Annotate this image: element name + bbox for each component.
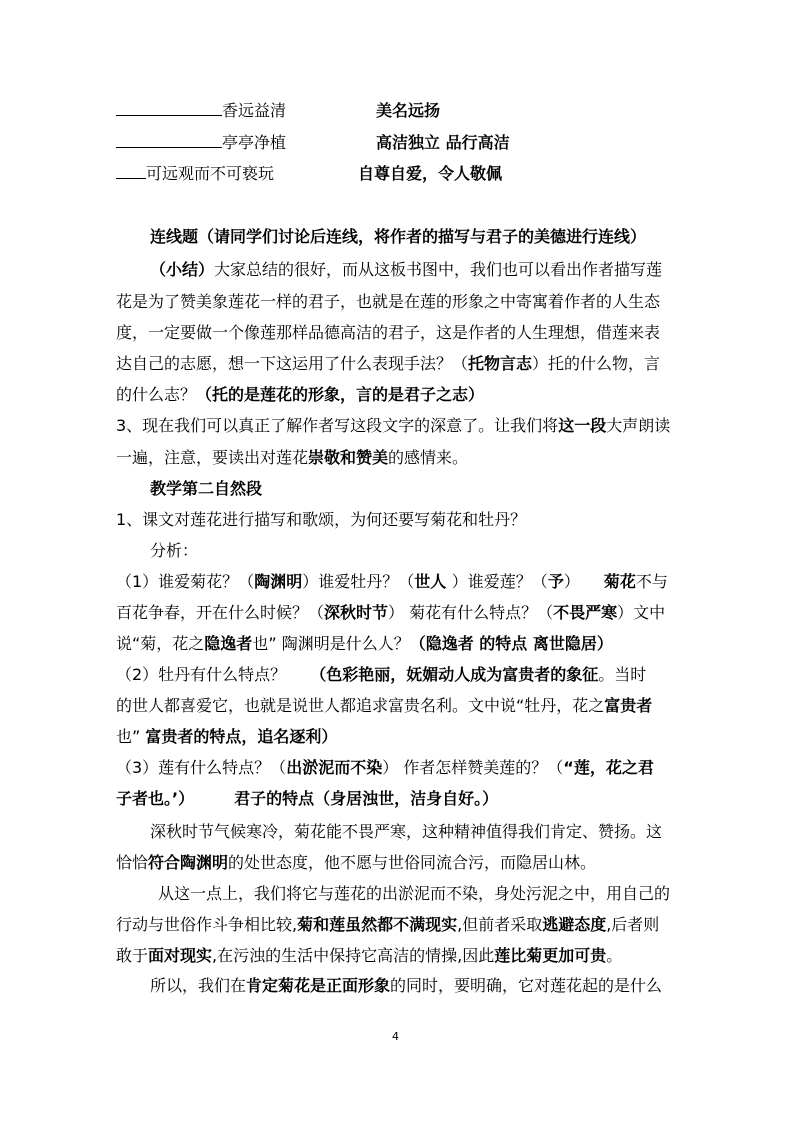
match-row-2-left: 亭亭净植 [116, 133, 286, 153]
fill-blank [116, 133, 222, 148]
match-row-3-right: 自尊自爱，令人敬佩 [358, 164, 503, 183]
item-3-line-2: 一遍，注意，要读出对莲花崇敬和赞美的感情来。 [116, 448, 469, 467]
analysis-line-3: 说“菊，花之隐逸者也” 陶渊明是什么人？（隐逸者 的特点 离世隐居） [116, 634, 613, 653]
analysis-line-5: 的世人都喜爱它，也就是说世人都追求富贵名利。文中说“牡丹，花之富贵者 [116, 696, 653, 715]
summary-line-4: 达自己的志愿，想一下这运用了什么表现手法？（托物言志）托的什么物，言 [116, 354, 661, 373]
paragraph-1-line-2: 恰恰符合陶渊明的处世态度，他不愿与世俗同流合污，而隐居山林。 [116, 853, 597, 872]
summary-line-3: 度，一定要做一个像莲那样品德高洁的君子，这是作者的人生理想，借莲来表 [116, 323, 661, 342]
item-3-line-1: 3、现在我们可以真正了解作者写这段文字的深意了。让我们将这一段大声朗读 [116, 416, 671, 435]
question-1: 1、课文对莲花进行描写和歌颂，为何还要写菊花和牡丹？ [116, 510, 527, 529]
paragraph-2-line-3: 敢于面对现实,在污浊的生活中保持它高洁的情操,因此莲比菊更加可贵。 [116, 946, 623, 965]
analysis-line-7: （3）莲有什么特点？（出淤泥而不染） 作者怎样赞美莲的？（“莲，花之君 [116, 758, 654, 777]
paragraph-2-line-1: 从这一点上，我们将它与莲花的出淤泥而不染，身处污泥之中，用自己的 [158, 884, 671, 903]
summary-line-1: （小结）大家总结的很好，而从这板书图中，我们也可以看出作者描写莲 [150, 260, 663, 279]
paragraph-1-line-1: 深秋时节气候寒冷，菊花能不畏严寒，这种精神值得我们肯定、赞扬。这 [150, 822, 663, 841]
paragraph-3-line-1: 所以，我们在肯定菊花是正面形象的同时，要明确，它对莲花起的是什么 [150, 976, 663, 995]
matching-heading: 连线题（请同学们讨论后连线，将作者的描写与君子的美德进行连线） [150, 227, 647, 246]
section-title: 教学第二自然段 [150, 479, 263, 498]
analysis-line-6: 也” 富贵者的特点，追名逐利） [116, 727, 338, 746]
fill-blank [116, 164, 146, 179]
summary-line-2: 花是为了赞美象莲花一样的君子，也就是在莲的形象之中寄寓着作者的人生态 [116, 292, 661, 311]
fill-blank [116, 101, 222, 116]
analysis-line-1: （1）谁爱菊花？（陶渊明）谁爱牡丹？（世人 ）谁爱莲？（予） 菊花不与 [116, 572, 668, 591]
match-row-3-left: 可远观而不可亵玩 [116, 164, 274, 184]
match-row-2-right: 高洁独立 品行高洁 [376, 133, 510, 152]
analysis-label: 分析： [150, 541, 199, 560]
summary-line-5: 的什么志？（托的是莲花的形象，言的是君子之志） [116, 385, 485, 404]
match-row-1-left: 香远益清 [116, 101, 286, 121]
analysis-line-8: 子者也。’） 君子的特点（身居浊世，洁身自好。） [116, 789, 499, 808]
match-row-1-right: 美名远扬 [376, 101, 441, 120]
analysis-line-4: （2）牡丹有什么特点？ （色彩艳丽，妩媚动人成为富贵者的象征。当时 [116, 665, 647, 684]
analysis-line-2: 百花争春，开在什么时候？（深秋时节） 菊花有什么特点？（不畏严寒）文中 [116, 603, 666, 622]
page-number: 4 [392, 1030, 399, 1043]
paragraph-2-line-2: 行动与世俗作斗争相比较,菊和莲虽然都不满现实,但前者采取逃避态度,后者则 [116, 915, 660, 934]
